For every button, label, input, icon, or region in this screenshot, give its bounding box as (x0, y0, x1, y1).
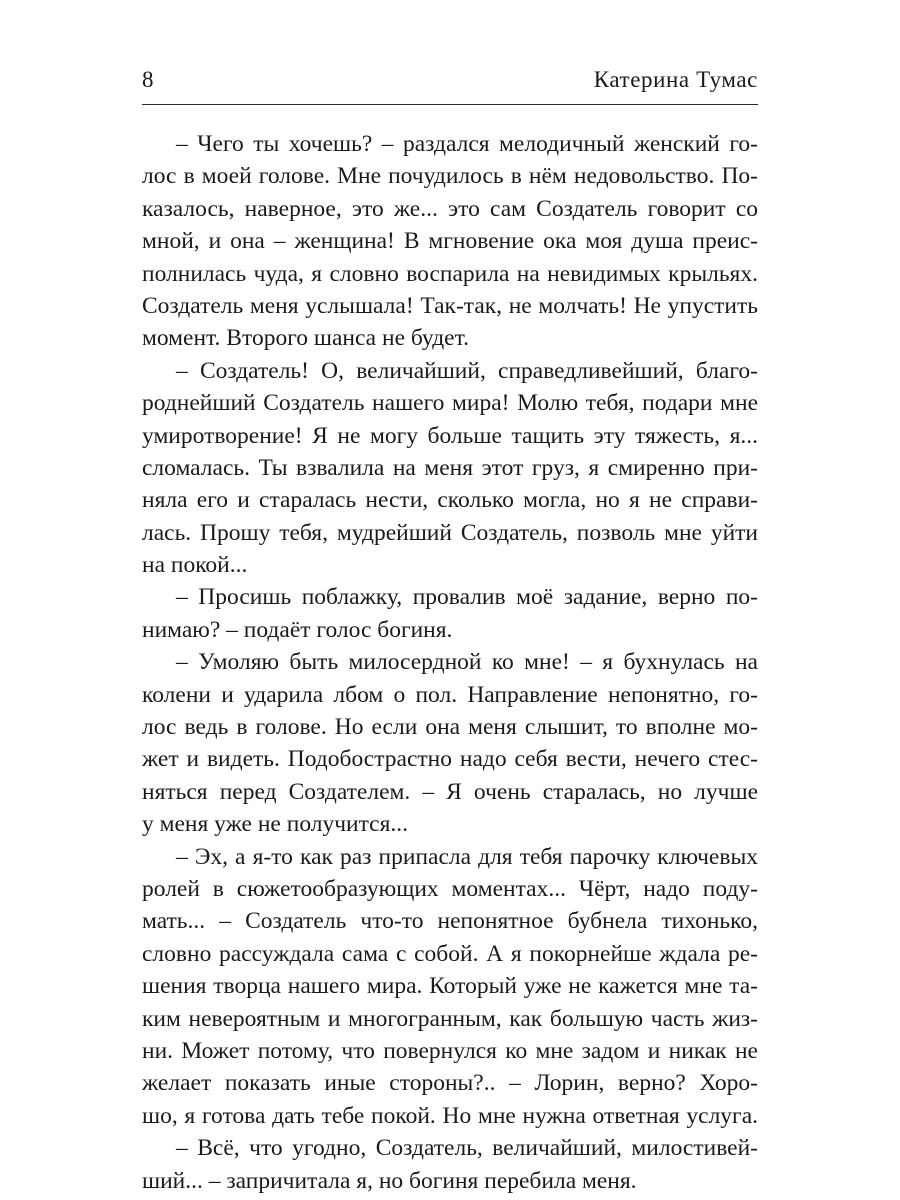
text-line: момент. Второго шанса не будет. (142, 325, 469, 352)
header-rule (142, 104, 758, 105)
text-line: сломалась. Ты взвалила на меня этот груз, я смиренно при- (142, 454, 758, 481)
text-line: полнилась чуда, я словно воспарила на невидимых крыльях. (142, 260, 758, 287)
text-line: ни. Может потому, что повернулся ко мне задом и никак не (142, 1037, 758, 1064)
text-line: Создатель меня услышала! Так-так, не молчать! Не упустить (142, 292, 758, 319)
text-line: – Просишь поблажку, провалив моё задание, верно по- (176, 584, 758, 611)
text-line: – Чего ты хочешь? – раздался мелодичный женский го- (176, 131, 758, 157)
text-line: ший... – запричитала я, но богиня перебила меня. (142, 1167, 637, 1194)
text-line: мать... – Создатель что-то непонятное бубнела тихонько, (142, 908, 758, 935)
text-line: колени и ударила лбом о пол. Направление непонятно, го- (142, 681, 758, 708)
text-line: – Эх, а я-то как раз припасла для тебя парочку ключевых (176, 843, 758, 870)
text-line: ким невероятным и многогранным, как большую часть жиз- (142, 1005, 758, 1032)
text-line: – Умоляю быть милосердной ко мне! – я бухнулась на (176, 649, 758, 676)
text-line: няла его и старалась нести, сколько могла, но я не справи- (142, 487, 758, 514)
text-line: шо, я готова дать тебе покой. Но мне нужна ответная услуга. (142, 1102, 758, 1129)
text-line: на покой... (142, 552, 248, 579)
text-line: шения творца нашего мира. Который уже не кажется мне та- (142, 973, 758, 1000)
page-number: 8 (142, 67, 154, 92)
running-title: Катерина Тумас (593, 67, 758, 92)
text-line: лась. Прошу тебя, мудрейший Создатель, позволь мне уйти (142, 519, 758, 546)
text-line: – Всё, что угодно, Создатель, величайший, милостивей- (176, 1135, 758, 1162)
text-line: роднейший Создатель нашего мира! Молю тебя, подари мне (142, 390, 758, 417)
text-line: желает показать иные стороны?.. – Лорин, верно? Хоро- (142, 1070, 758, 1097)
text-line: лос ведь в голове. Но если она меня слышит, то вполне мо- (142, 714, 758, 741)
text-line: – Создатель! О, величайший, справедливейший, благо- (176, 357, 758, 384)
text-line: нимаю? – подаёт голос богиня. (142, 616, 453, 643)
text-line: у меня уже не получится... (142, 811, 409, 838)
text-line: ролей в сюжетообразующих моментах... Чёрт, надо поду- (142, 875, 758, 902)
page-header (142, 66, 758, 106)
text-line: жет и видеть. Подобострастно надо себя вести, нечего стес- (142, 746, 758, 773)
text-line: словно рассуждала сама с собой. А я покорнейше ждала ре- (142, 940, 758, 967)
text-line: казалось, наверное, это же... это сам Создатель говорит со (142, 195, 758, 222)
text-line: лос в моей голове. Мне почудилось в нём недовольство. По- (142, 163, 758, 190)
text-line: умиротворение! Я не могу больше тащить эту тяжесть, я... (142, 422, 758, 449)
text-line: няться перед Создателем. – Я очень старалась, но лучше (142, 778, 758, 805)
body-text (142, 128, 758, 1197)
text-line: мной, и она – женщина! В мгновение ока моя душа преис- (142, 228, 758, 255)
